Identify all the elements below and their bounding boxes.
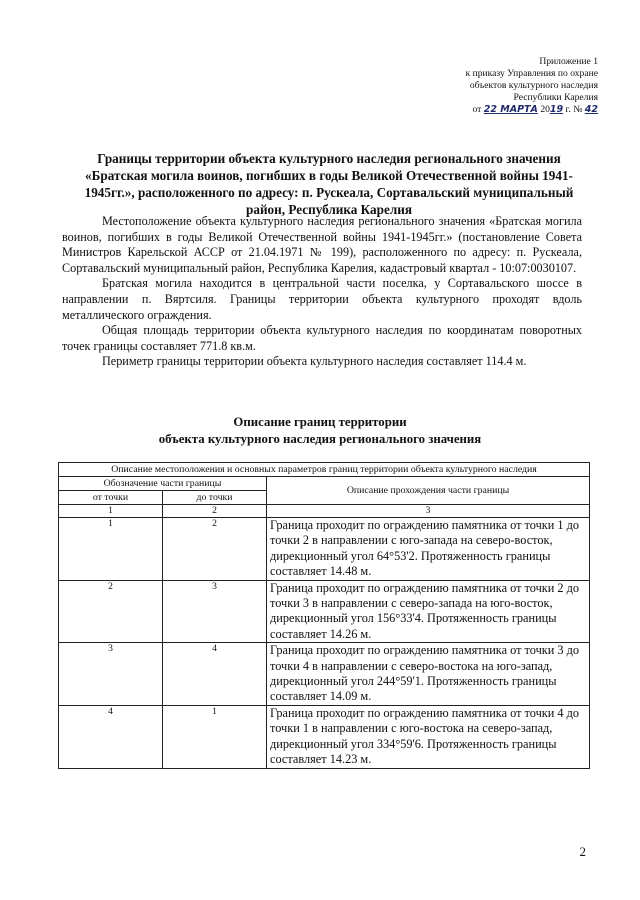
department-name: объектов культурного наследия: [469, 80, 598, 91]
table-row: [59, 705, 590, 768]
section-subtitle: [140, 414, 500, 448]
table-row: [59, 580, 590, 643]
handwritten-date: 22 МАРТА: [483, 104, 538, 115]
description-cell: Граница проходит по ограждению памятника от точки 4 до точки 1 в направлении с юго-востока на северо-запад, дирекционный угол 334°59'6. Протяженность границы составляет 14.23 м.: [267, 705, 590, 768]
appendix-label: Приложение 1: [539, 56, 598, 67]
order-date-line: [466, 104, 598, 116]
page-number: 2: [579, 844, 586, 859]
from-point-cell: 3: [59, 643, 163, 706]
from-point-cell: 4: [59, 705, 163, 768]
table-header-to: до точки: [163, 491, 267, 505]
paragraph-position: Братская могила находится в центральной части поселка, у Сортавальского шоссе в направлении п. Вяртсиля. Границы территории объекта культурного проходят вдоль металлического ограждения.: [62, 276, 582, 322]
number-label: г. №: [565, 104, 583, 115]
index-cell: 3: [267, 505, 590, 518]
paragraph-location: Местоположение объекта культурного наследия регионального значения «Братская могила воинов, погибших в годы Великой Отечественной войны 1941-1945гг.» (постановление Совета Министров Карельской АССР от 21.04.1971 № 199), расположенного по адресу: п. Рускеала, Сортавальский муниципальный район, Республика Карелия, кадастровый квартал - 10:07:0030107.: [62, 214, 582, 275]
table-row: [59, 518, 590, 581]
date-prefix: от: [472, 104, 482, 115]
document-body: [62, 214, 582, 370]
appendix-header: [466, 56, 598, 116]
handwritten-year: 19: [549, 104, 564, 115]
order-reference: к приказу Управления по охране: [465, 68, 598, 79]
from-point-cell: 2: [59, 580, 163, 643]
subtitle-line-2: объекта культурного наследия регионального значения: [158, 432, 482, 446]
table-caption: Описание местоположения и основных параметров границ территории объекта культурного наследия: [59, 463, 590, 477]
boundary-table: [58, 462, 590, 769]
to-point-cell: 1: [163, 705, 267, 768]
paragraph-area: Общая площадь территории объекта культурного наследия по координатам поворотных точек границы составляет 771.8 кв.м.: [62, 323, 582, 353]
to-point-cell: 2: [163, 518, 267, 581]
to-point-cell: 3: [163, 580, 267, 643]
from-point-cell: 1: [59, 518, 163, 581]
year-prefix: 20: [540, 104, 550, 115]
subtitle-line-1: Описание границ территории: [233, 415, 407, 429]
table-header-from: от точки: [59, 491, 163, 505]
document-title: Границы территории объекта культурного наследия регионального значения «Братская могила воинов, погибших в годы Великой Отечественной войны 1941-1945гг.», расположенного по адресу: п. Рускеала, Сортавальский муниципальный район, Республика Карелия: [84, 151, 574, 217]
description-cell: Граница проходит по ограждению памятника от точки 2 до точки 3 в направлении с северо-запада на юго-восток, дирекционный угол 156°33'4. Протяженность границы составляет 14.26 м.: [267, 580, 590, 643]
paragraph-perimeter: Периметр границы территории объекта культурного наследия составляет 114.4 м.: [102, 354, 527, 369]
index-cell: 1: [59, 505, 163, 518]
republic-name: Республики Карелия: [513, 92, 598, 103]
table-index-row: [59, 505, 590, 518]
handwritten-number: 42: [584, 104, 598, 115]
description-cell: Граница проходит по ограждению памятника от точки 1 до точки 2 в направлении с юго-запада на северо-восток, дирекционный угол 64°53'2. Протяженность границы составляет 14.48 м.: [267, 518, 590, 581]
index-cell: 2: [163, 505, 267, 518]
to-point-cell: 4: [163, 643, 267, 706]
table-header-desc: Описание прохождения части границы: [267, 477, 590, 505]
table-row: [59, 643, 590, 706]
table-group-header: Обозначение части границы: [59, 477, 267, 491]
description-cell: Граница проходит по ограждению памятника от точки 3 до точки 4 в направлении с северо-востока на юго-запад, дирекционный угол 244°59'1. Протяженность границы составляет 14.09 м.: [267, 643, 590, 706]
